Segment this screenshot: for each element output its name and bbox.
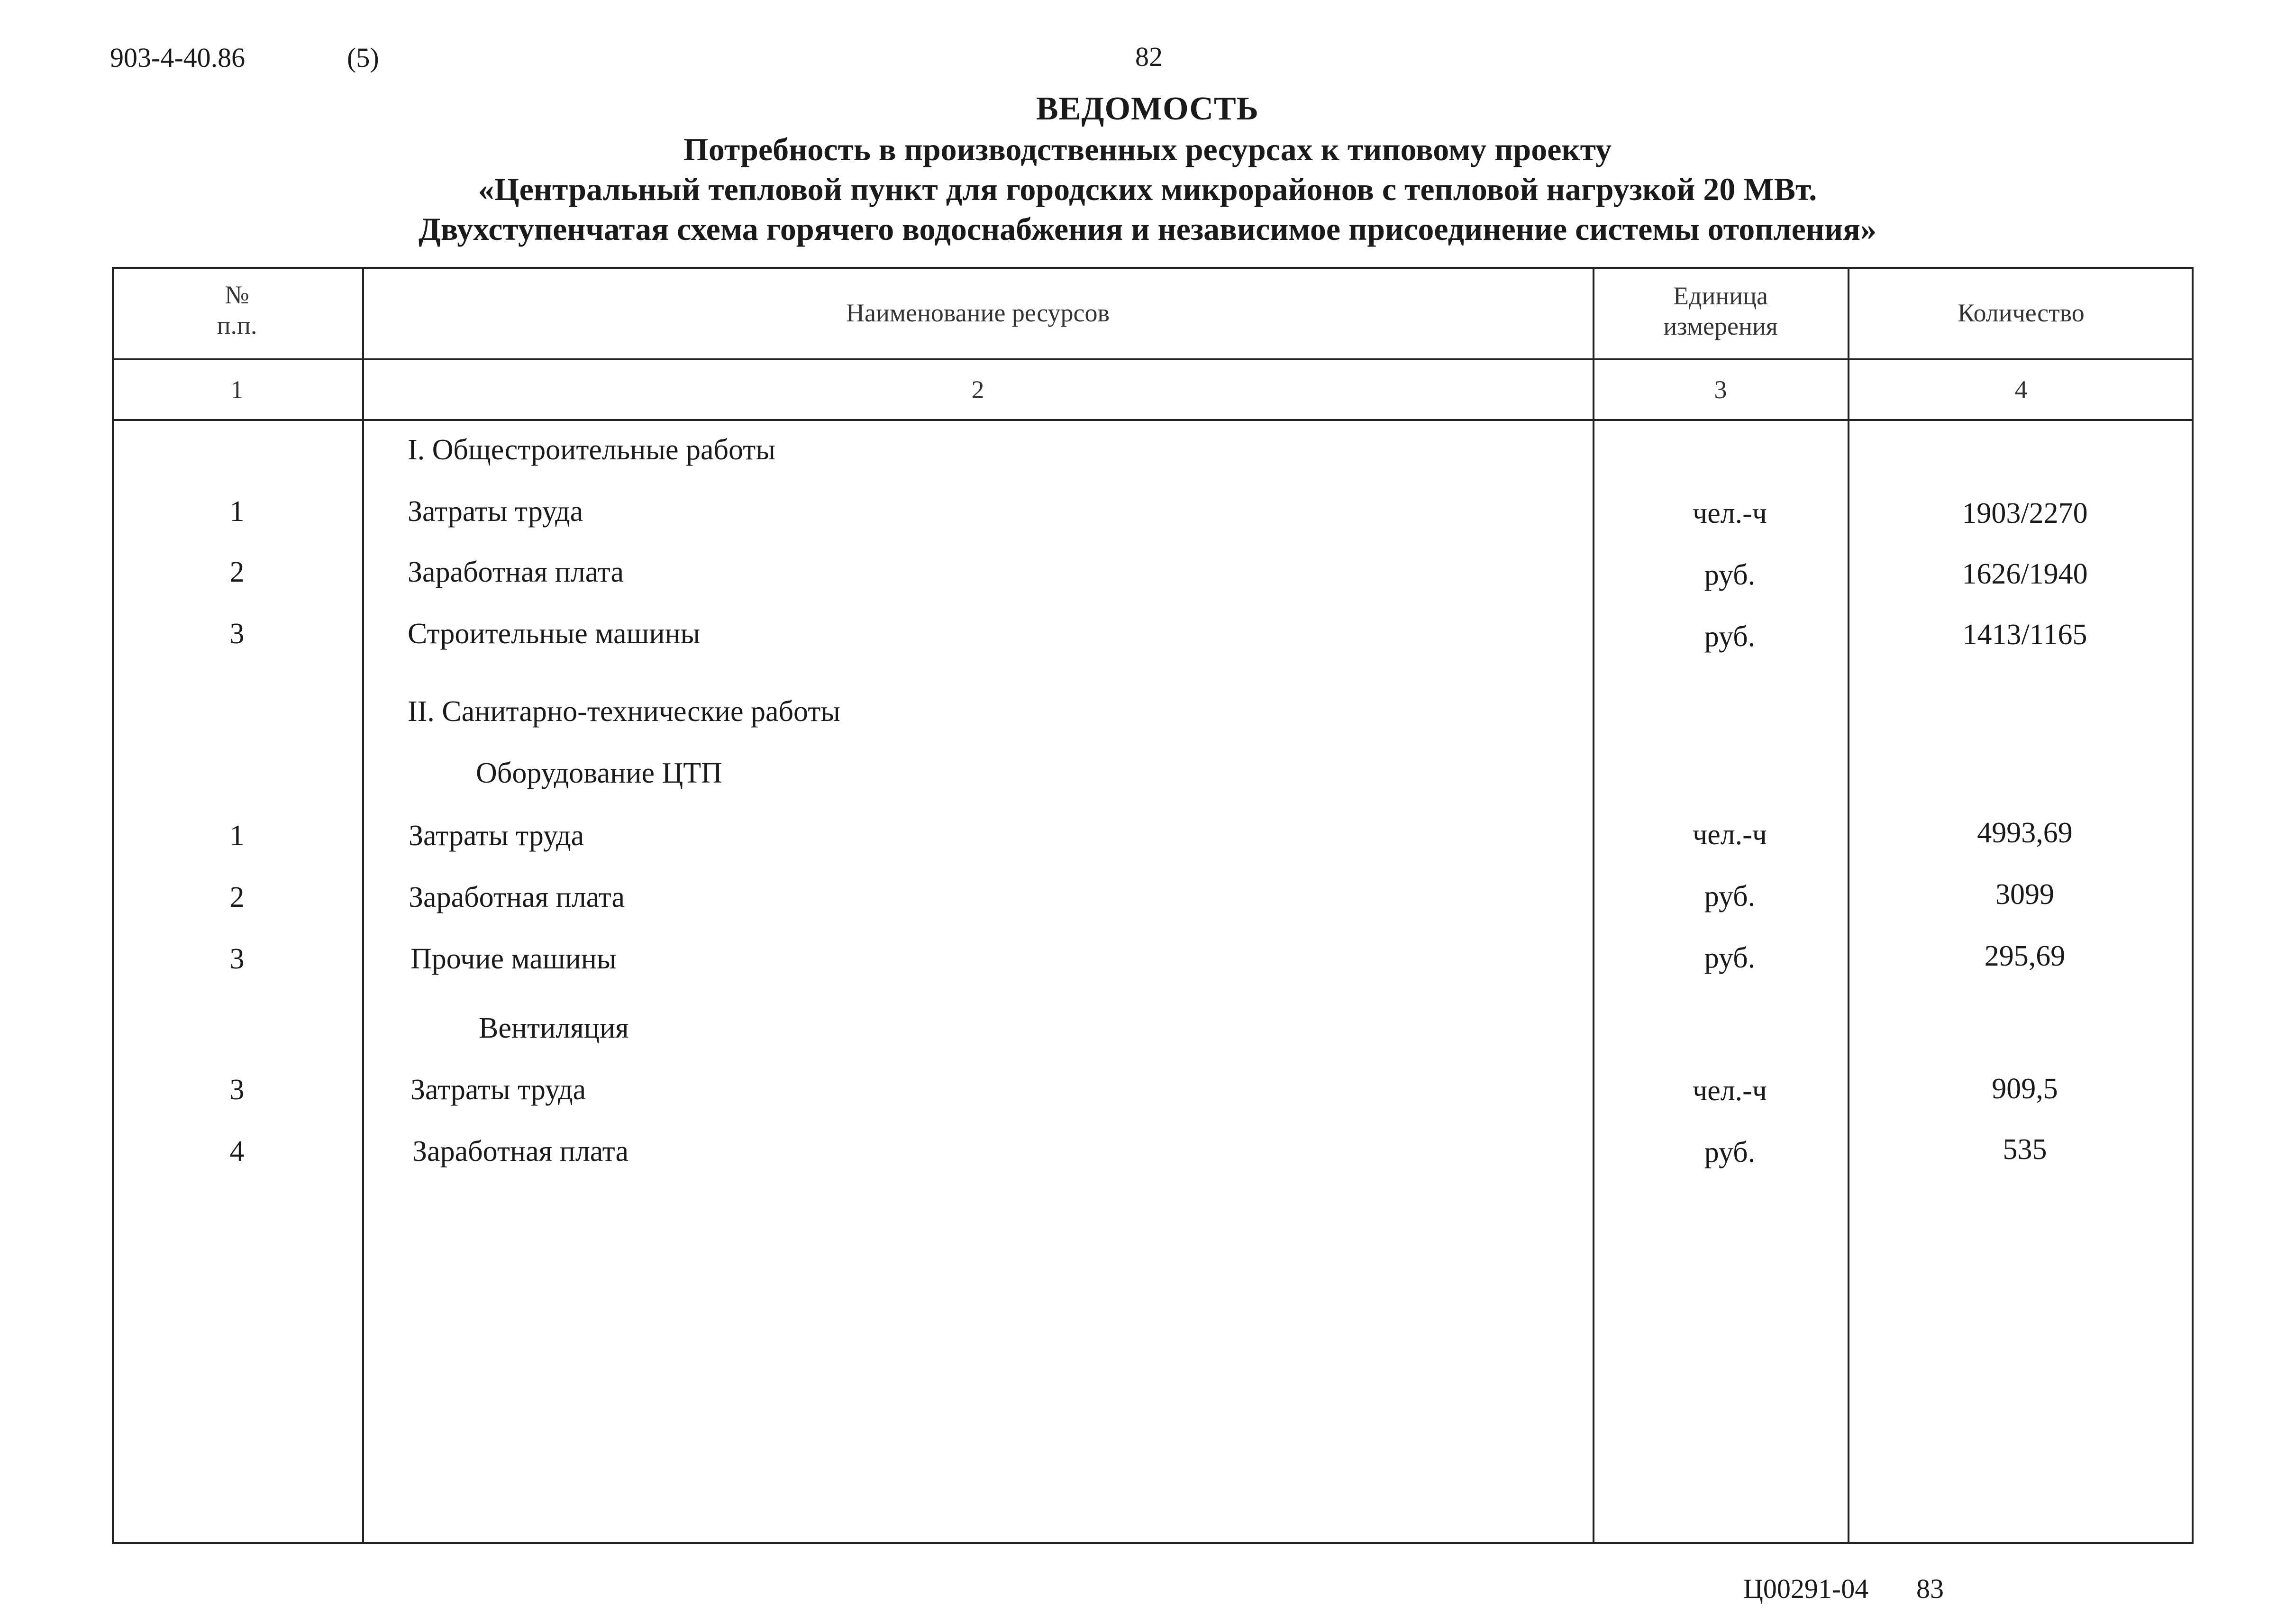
row-num: 1	[229, 495, 245, 528]
row-qty: 535	[2003, 1133, 2047, 1166]
col-number: 2	[971, 375, 984, 404]
row-qty: 1626/1940	[1962, 558, 2088, 590]
col-number: 4	[2014, 375, 2028, 404]
row-qty: 295,69	[1984, 940, 2066, 972]
row-unit: руб.	[1704, 559, 1756, 591]
page-number: 82	[1135, 41, 1163, 72]
document-subtitle-line1: Потребность в производственных ресурсах к типовому проекту	[683, 131, 1612, 167]
row-num: 2	[229, 556, 245, 588]
header-unit-line1: Единица	[1673, 282, 1768, 310]
column-divider	[1593, 267, 1594, 1544]
header-num-line2: п.п.	[217, 311, 257, 339]
row-num: 3	[229, 618, 245, 650]
row-qty: 3099	[1995, 878, 2054, 911]
row-num: 3	[229, 1074, 245, 1106]
footer-document-code: Ц00291-04	[1743, 1573, 1869, 1604]
row-unit: руб.	[1704, 620, 1756, 653]
subsection-heading: Оборудование ЦТП	[476, 757, 722, 789]
row-name: Затраты труда	[409, 820, 584, 852]
section-heading: II. Санитарно-технические работы	[408, 695, 840, 728]
column-divider	[362, 267, 364, 1544]
col-number: 3	[1714, 375, 1727, 404]
header-name: Наименование ресурсов	[846, 299, 1110, 327]
footer-page-number: 83	[1916, 1573, 1944, 1604]
col-number: 1	[230, 375, 244, 404]
header-divider	[112, 358, 2194, 360]
row-qty: 4993,69	[1977, 817, 2073, 849]
row-name: Заработная плата	[409, 881, 625, 913]
subsection-heading: Вентиляция	[479, 1012, 629, 1044]
row-unit: руб.	[1704, 880, 1756, 912]
header-unit-line2: измерения	[1663, 312, 1778, 340]
header-qty: Количество	[1958, 299, 2085, 327]
sheet-number: (5)	[347, 42, 379, 73]
row-qty: 1413/1165	[1962, 619, 2087, 651]
row-num: 2	[229, 881, 245, 913]
header-unit	[1594, 281, 1847, 341]
header-num-line1: №	[225, 281, 249, 309]
row-num: 4	[229, 1135, 245, 1168]
row-name: Затраты труда	[410, 1074, 586, 1106]
row-name: Заработная плата	[412, 1135, 629, 1168]
row-unit: чел.-ч	[1693, 497, 1767, 529]
row-name: Прочие машины	[410, 943, 617, 975]
section-heading: I. Общестроительные работы	[408, 434, 775, 466]
row-name: Затраты труда	[408, 495, 583, 528]
row-unit: чел.-ч	[1693, 819, 1767, 851]
row-qty: 1903/2270	[1962, 497, 2088, 529]
row-unit: чел.-ч	[1693, 1075, 1767, 1107]
row-name: Заработная плата	[408, 556, 624, 588]
row-num: 1	[229, 820, 245, 852]
document-subtitle-line3: Двухступенчатая схема горячего водоснабжения и независимое присоединение системы отопления»	[419, 211, 1876, 247]
document-subtitle-line2: «Центральный тепловой пункт для городских микрорайонов с тепловой нагрузкой 20 МВт.	[478, 171, 1817, 207]
document-code: 903-4-40.86	[110, 42, 246, 73]
row-name: Строительные машины	[408, 618, 701, 650]
document-title: ВЕДОМОСТЬ	[1036, 91, 1259, 127]
header-num	[114, 280, 360, 340]
row-unit: руб.	[1704, 1136, 1756, 1168]
row-num: 3	[229, 943, 245, 975]
column-number-divider	[112, 419, 2194, 421]
row-qty: 909,5	[1992, 1073, 2058, 1105]
row-unit: руб.	[1704, 942, 1756, 974]
